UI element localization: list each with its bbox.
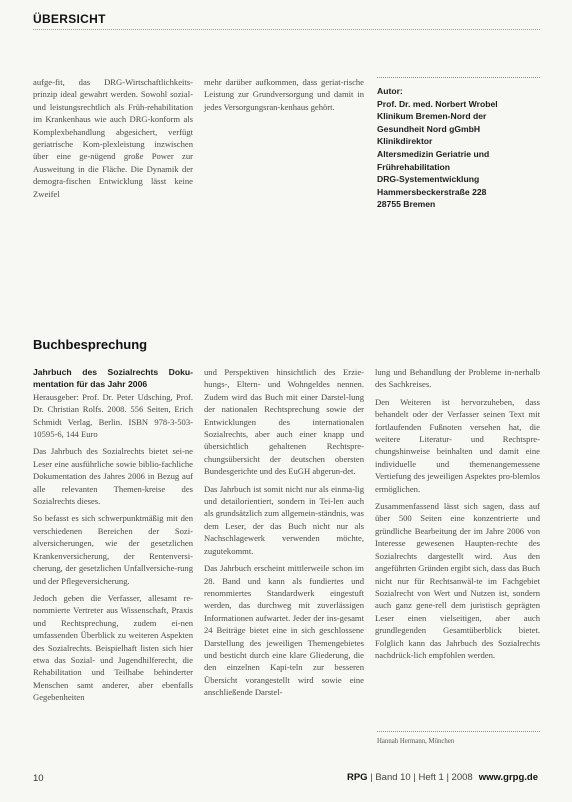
author-line: 28755 Bremen [377,199,436,210]
book-bibliography: Herausgeber: Prof. Dr. Peter Udsching, Prof. Dr. Christian Rolfs. 2008. 556 Seiten, Erich Schmidt Verlag, Berlin. ISBN 978-3-503-10595-6, 144 Euro [33,391,193,440]
article-column-2 [204,76,364,113]
page-number: 10 [33,773,44,784]
issue-info: | Band 10 | Heft 1 | 2008 [367,772,473,783]
journal-brand: RPG [346,772,368,783]
review-paragraph: Jedoch geben die Verfasser, allesamt re-nommierte Vertreter aus Wissenschaft, Praxis und Rechtsprechung, zudem ei-nen umfassenden Überblick zu weiteren Aspekten des Sozialrechts. Beispielhaft listen sich hier etwa das Sozial- und Jugendhilferecht, die Rehabilitation und Teilhabe behinderter Menschen samt anderer, aber ebenfalls Gegebenheiten [33,592,193,703]
review-paragraph: So befasst es sich schwerpunktmäßig mit den verschiedenen Bereichen der Sozi-alversicherungen, wie der gesetzlichen Krankenversicherung, der Rentenversi-cherung, der gesetzlichen Unfallversiche-rung und der Pflegeversicherung. [33,513,193,586]
reviewer-divider [377,731,540,732]
author-line: Gesundheit Nord gGmbH [377,123,481,134]
author-line: DRG-Systementwicklung [377,174,480,185]
article-text: mehr darüber aufkommen, dass geriat-rische Leistung zur Grundversorgung und damit in jedes Versorgungsran-kenhaus gehört. [204,77,364,112]
author-line: Prof. Dr. med. Norbert Wrobel [377,98,498,109]
author-label: Autor: [377,86,403,96]
review-paragraph: und Perspektiven hinsichtlich des Erzie-hungs-, Eltern- und Wohngeldes nennen. Zudem wird das Buch mit einer Darstel-lung der nationalen Rechtsprechung sowie der Entwicklungen des internationalen Sozialrechts, aber auch einer knapp und übersichtlich gehaltenen Rechtspre-chungsübersicht der deutschen obersten Bundesgerichte und des EuGH abgerun-det. [204,367,364,477]
author-line: Frührehabilitation [377,161,451,172]
author-info [377,85,547,211]
article-column-1 [33,76,193,200]
review-paragraph: Zusammenfassend lässt sich sagen, dass auf über 500 Seiten eine konzentrierte und gründliche Bearbeitung der im Jahre 2006 von Interesse gewesenen Haupten-rechte des Sozialrechts dargestellt wird. Aus den angeführten Gründen ergibt sich, dass das Buch nicht nur für Rechtsanwäl-te im Fachgebiet Sozialrecht von Wert und Nutzen ist, sondern auch ganz gene-rell dem juristisch geprägten Leser einen vielseitigen, aber auch grundlegenden Gesamtüberblick bietet. Folglich kann das Jahrbuch des Sozialrechts nachdrück-lich empfohlen werden. [375,501,540,660]
review-column-2 [204,366,364,699]
review-column-1 [33,366,193,704]
footer-info [347,772,538,783]
review-paragraph: Das Jahrbuch erscheint mittlerweile schon im 28. Band und kann als fundiertes und renommiertes Standardwerk eingestuft werden, das durchweg mit zuverlässigen Informationen aufwartet. Jeder der ins-gesamt 24 Beiträge bietet eine in sich geschlossene Darstellung des jeweiligen Themengebietes und besticht durch eine klare Gliederung, die den einzelnen Kapi-teln zur besseren Übersicht vorangestellt wird sowie eine anschließende Darstel- [204,563,364,698]
section-tag: ÜBERSICHT [33,12,106,26]
author-divider [377,77,540,78]
review-paragraph: Das Jahrbuch ist somit nicht nur als einma-lig und detailorientiert, sondern in Tei-len auch als grundsätzlich zum allgemein-ständnis, was dem Leser, der das Buch nicht nur als Nachschlagewerk verwenden möchte, zugutekommt. [204,483,364,556]
review-paragraph: lung und Behandlung der Probleme in-nerhalb des Sachkreises. [375,367,540,390]
website-link[interactable]: www.grpg.de [478,772,538,783]
book-title: Jahrbuch des Sozialrechts Doku-mentation für das Jahr 2006 [33,367,193,390]
review-paragraph: Das Jahrbuch des Sozialrechts bietet sei-ne Leser eine ausführliche sowie biblio-fachliche Dokumentation des Jahres 2006 in Bezug auf alle relevanten Themen-kreise des Sozialrechts dieses. [33,446,193,507]
header-divider [33,29,540,30]
author-line: Altersmedizin Geriatrie und [377,148,490,159]
article-text: aufge-fit, das DRG-Wirtschaftlichkeits-prinzip ideal gewahrt werden. Sowohl sozial- und leistungsrechtlich als Früh-rehabilitation im Krankenhaus wie auch DRG-konform als Komplexbehandlung abgesichert, verfügt geriatrische Kom-plexleistung inzwischen über eine ge-nügend große Power zur Ausweitung in die Fläche. Die Dynamik der demogra-fischen Entwicklung lässt keine Zweifel [33,77,193,199]
author-line: Hammersbeckerstraße 228 [377,186,487,197]
reviewer-name: Hannah Hermann, München [377,738,455,745]
author-line: Klinikdirektor [377,136,433,147]
review-heading: Buchbesprechung [33,337,148,352]
author-line: Klinikum Bremen-Nord der [377,111,487,122]
review-paragraph: Den Weiteren ist hervorzuheben, dass behandelt oder der Verfasser seinen Text mit fortlaufenden Fußnoten versehen hat, die weitere Literatur- und Rechtspre-chungshinweise beinhalten und damit eine individuelle und themenangemessene Vertiefung des jeweiligen Aspektes pro-blemlos ermöglichen. [375,396,540,494]
review-column-3 [375,366,540,661]
